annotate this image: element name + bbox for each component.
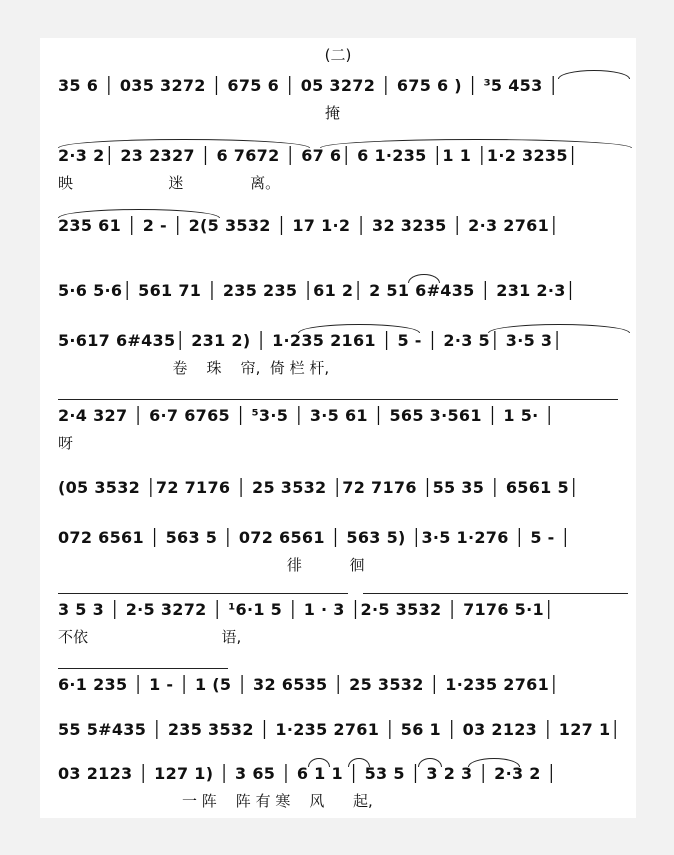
slur-mark <box>408 274 440 283</box>
score-sheet <box>40 38 636 818</box>
lyric-line: 不依 语, <box>58 628 242 646</box>
notation-line: 2·4 327 │ 6·7 6765 │ ⁵3·5 │ 3·5 61 │ 565 3·561 │ 1 5· │ <box>58 406 555 425</box>
lyric-line: 掩 <box>58 104 341 122</box>
slur-mark <box>558 70 630 79</box>
lyric-line: 一 阵 阵 有 寒 风 起, <box>58 792 373 810</box>
section-title: (二) <box>324 46 352 64</box>
notation-line: 5·617 6#435│ 231 2) │ 1·235 2161 │ 5 - │ 2·3 5│ 3·5 3│ <box>58 331 563 350</box>
notation-line: 072 6561 │ 563 5 │ 072 6561 │ 563 5) │3·5 1·276 │ 5 - │ <box>58 528 571 547</box>
slur-mark <box>308 758 330 767</box>
lyric-line: 徘 徊 <box>58 556 365 574</box>
slur-mark <box>298 324 420 333</box>
slur-mark <box>58 399 618 404</box>
notation-line: 55 5#435 │ 235 3532 │ 1·235 2761 │ 56 1 │ 03 2123 │ 127 1│ <box>58 720 621 739</box>
notation-line: 3 5 3 │ 2·5 3272 │ ¹6·1 5 │ 1 · 3 │2·5 3532 │ 7176 5·1│ <box>58 600 554 619</box>
slur-mark <box>488 324 630 333</box>
slur-mark <box>363 593 628 598</box>
lyric-line: 呀 <box>58 434 74 452</box>
notation-line: 235 61 │ 2 - │ 2(5 3532 │ 17 1·2 │ 32 3235 │ 2·3 2761│ <box>58 216 559 235</box>
slur-mark <box>58 593 348 598</box>
slur-mark <box>58 139 310 148</box>
lyric-line: 卷 珠 帘, 倚 栏 杆, <box>58 359 330 377</box>
notation-line: 2·3 2│ 23 2327 │ 6 7672 │ 67 6│ 6 1·235 │1 1 │1·2 3235│ <box>58 146 578 165</box>
notation-line: (05 3532 │72 7176 │ 25 3532 │72 7176 │55 35 │ 6561 5│ <box>58 478 579 497</box>
slur-mark <box>348 758 370 767</box>
slur-mark <box>418 758 442 767</box>
notation-line: 03 2123 │ 127 1) │ 3 65 │ 6 1 1 │ 53 5 │ 3 2 3 │ 2·3 2 │ <box>58 764 557 783</box>
notation-line: 35 6 │ 035 3272 │ 675 6 │ 05 3272 │ 675 6 ) │ ³5 453 │ <box>58 76 559 95</box>
notation-line: 6·1 235 │ 1 - │ 1 (5 │ 32 6535 │ 25 3532 │ 1·235 2761│ <box>58 675 559 694</box>
slur-mark <box>320 139 632 148</box>
lyric-line: 映 迷 离。 <box>58 174 281 192</box>
slur-mark <box>58 209 220 218</box>
slur-mark <box>468 758 520 767</box>
slur-mark <box>58 668 228 673</box>
notation-line: 5·6 5·6│ 561 71 │ 235 235 │61 2│ 2 51 6#435 │ 231 2·3│ <box>58 281 576 300</box>
